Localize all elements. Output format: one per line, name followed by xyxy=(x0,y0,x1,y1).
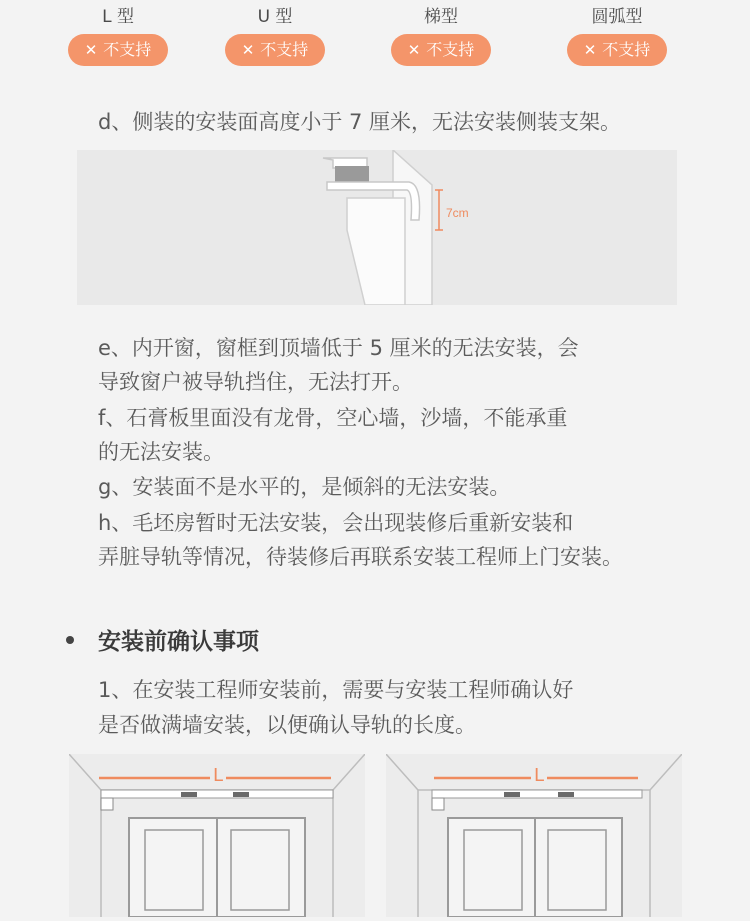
side-bracket-illustration xyxy=(77,150,677,305)
type-label: U 型 xyxy=(257,7,293,27)
section-title: 安装前确认事项 xyxy=(98,629,259,655)
close-icon: ✕ xyxy=(407,41,421,59)
rule-d: d、侧装的安装面高度小于 7 厘米，无法安装侧装支架。 xyxy=(98,110,622,134)
section-line: 1、在安装工程师安装前，需要与安装工程师确认好 xyxy=(98,678,574,702)
type-label: 圆弧型 xyxy=(591,7,643,27)
full-wall-figure-right xyxy=(386,754,682,917)
rule-line: 弄脏导轨等情况，待装修后再联系安装工程师上门安装。 xyxy=(98,545,623,569)
section-line: 是否做满墙安装，以便确认导轨的长度。 xyxy=(98,713,476,737)
rule-line: f、石膏板里面没有龙骨，空心墙，沙墙，不能承重 xyxy=(98,406,568,430)
type-arc xyxy=(562,6,672,66)
unsupported-badge xyxy=(225,34,325,66)
type-label: 梯型 xyxy=(424,7,458,27)
bullet-icon xyxy=(66,636,74,644)
close-icon: ✕ xyxy=(583,41,597,59)
full-wall-figure-left xyxy=(69,754,365,917)
type-trapezoid xyxy=(386,6,496,66)
length-label: L xyxy=(210,765,226,786)
type-u xyxy=(220,6,330,66)
unsupported-badge xyxy=(567,34,667,66)
rule-line: 导致窗户被导轨挡住，无法打开。 xyxy=(98,370,413,394)
badge-text: 不支持 xyxy=(602,40,651,59)
badge-text: 不支持 xyxy=(426,40,475,59)
close-icon: ✕ xyxy=(241,41,255,59)
rule-line: 的无法安装。 xyxy=(98,440,224,464)
badge-text: 不支持 xyxy=(260,40,309,59)
close-icon: ✕ xyxy=(84,41,98,59)
type-label: L 型 xyxy=(102,7,134,27)
rule-line: g、安装面不是水平的，是倾斜的无法安装。 xyxy=(98,475,511,499)
badge-text: 不支持 xyxy=(103,40,152,59)
type-l xyxy=(63,6,173,66)
unsupported-badge xyxy=(391,34,491,66)
length-label: L xyxy=(531,765,547,786)
rule-line: e、内开窗，窗框到顶墙低于 5 厘米的无法安装，会 xyxy=(98,336,579,360)
dimension-label: 7cm xyxy=(446,206,469,220)
rule-line: h、毛坯房暂时无法安装，会出现装修后重新安装和 xyxy=(98,511,574,535)
unsupported-badge xyxy=(68,34,168,66)
side-bracket-figure xyxy=(77,150,677,305)
